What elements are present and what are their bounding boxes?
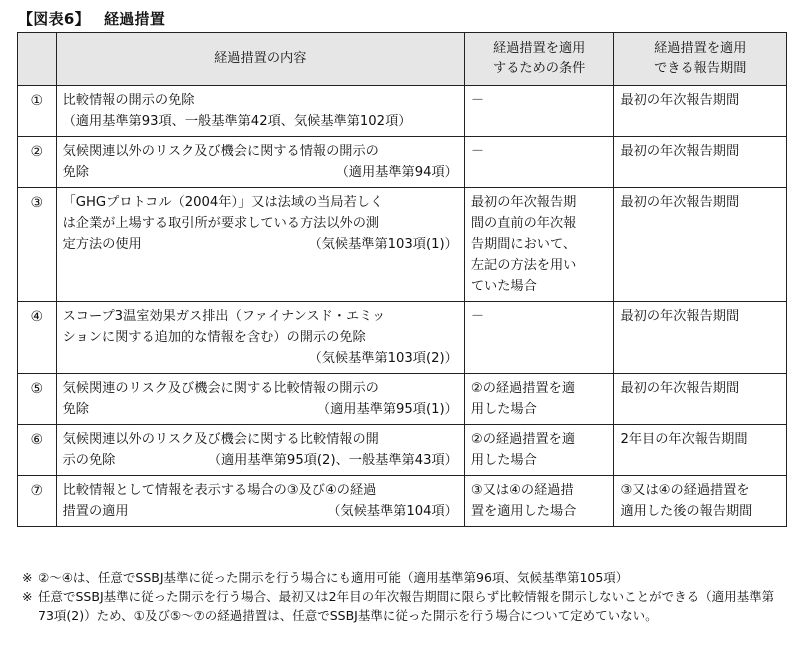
footnote-text: 任意でSSBJ基準に従った開示を行う場合、最初又は2年目の年次報告期間に限らず比較情報を開示しないことができる（適用基準第73項(2)）ため、①及び⑤～⑦の経過措置は、任意でSSBJ基準に従った開示を行う場合について定めていない。 [38,589,775,623]
figure-label: 【図表6】 [18,10,90,28]
footnotes [22,568,784,625]
header-content: 経過措置の内容 [56,33,464,86]
row-number: ① [18,86,57,137]
measure-content-cell [56,374,464,425]
period-cell [614,425,787,476]
condition-line: － [470,93,485,108]
transition-measures-table [17,32,787,527]
standard-reference: （適用基準第95項(1)） [316,402,458,417]
period-line: 最初の年次報告期間 [620,195,740,210]
condition-cell [464,425,614,476]
period-line: 最初の年次報告期間 [620,144,740,159]
measure-content-cell [56,425,464,476]
measure-content-cell [56,86,464,137]
condition-line: 用した場合 [470,402,537,417]
measure-content-line [63,399,458,420]
table-row [18,374,787,425]
measure-content-text: 措置の適用 [62,504,129,519]
footnote-mark: ※ [22,570,33,585]
measure-content-line: 気候関連以外のリスク及び機会に関する情報の開示の [62,144,379,159]
measure-content-line [63,234,458,255]
header-no [18,33,57,86]
row-number: ⑤ [18,374,57,425]
row-number: ③ [18,188,57,302]
condition-line: 用した場合 [470,453,537,468]
row-number: ⑥ [18,425,57,476]
period-line: 2年目の年次報告期間 [620,432,748,447]
standard-reference: （気候基準第103項(1)） [308,237,458,252]
condition-cell [464,137,614,188]
condition-line: ③又は④の経過措 [470,483,574,498]
header-condition [464,33,614,86]
row-number: ④ [18,302,57,374]
standard-reference: （気候基準第104項） [327,504,458,519]
footnote-text: ②～④は、任意でSSBJ基準に従った開示を行う場合にも適用可能（適用基準第96項、気候基準第105項） [38,570,629,585]
measure-content-line: 気候関連のリスク及び機会に関する比較情報の開示の [62,381,379,396]
footnote-mark: ※ [22,589,33,604]
measure-content-line: スコープ3温室効果ガス排出（ファイナンスド・エミッ [62,309,386,324]
condition-cell [464,302,614,374]
condition-line: ②の経過措置を適 [470,432,576,447]
table-row [18,302,787,374]
condition-cell [464,86,614,137]
measure-content-line: 比較情報の開示の免除 [62,93,195,108]
condition-cell [464,188,614,302]
period-cell [614,374,787,425]
condition-cell [464,476,614,527]
measure-content-line: は企業が上場する取引所が要求している方法以外の測 [62,216,380,231]
condition-line: 最初の年次報告期 [470,195,577,210]
table-row [18,137,787,188]
row-number: ⑦ [18,476,57,527]
period-cell [614,86,787,137]
condition-line: ていた場合 [470,279,537,294]
period-line: 適用した後の報告期間 [620,504,753,519]
measure-content-line: 気候関連以外のリスク及び機会に関する比較情報の開 [62,432,379,447]
table-row [18,188,787,302]
condition-line: － [470,309,485,324]
measure-content-line: ションに関する追加的な情報を含む）の開示の免除 [62,330,366,345]
standard-reference: （適用基準第95項(2)、一般基準第43項） [207,453,458,468]
period-cell [614,302,787,374]
measure-content-line [63,501,458,522]
header-period-line: できる報告期間 [654,61,747,76]
measure-content-cell [56,137,464,188]
footnote [22,568,784,587]
footnote [22,587,784,625]
period-line: 最初の年次報告期間 [620,93,740,108]
period-line: 最初の年次報告期間 [620,381,740,396]
measure-content-text: 定方法の使用 [62,237,142,252]
condition-line: 置を適用した場合 [470,504,577,519]
measure-content-line: 「GHGプロトコル（2004年）」又は法域の当局若しく [62,195,384,210]
period-line: ③又は④の経過措置を [620,483,750,498]
condition-line: ②の経過措置を適 [470,381,576,396]
table-row [18,425,787,476]
period-line: 最初の年次報告期間 [620,309,740,324]
condition-line: 告期間において、 [470,237,577,252]
measure-content-cell [56,302,464,374]
measure-content-line: 比較情報として情報を表示する場合の③及び④の経過 [62,483,377,498]
measure-content-text: 免除 [62,165,89,180]
period-cell [614,188,787,302]
figure-title [18,8,165,29]
figure-title-text: 経過措置 [103,10,166,28]
table-header-row [18,33,787,86]
standard-reference: （気候基準第103項(2)） [308,351,458,366]
standard-reference: （適用基準第93項、一般基準第42項、気候基準第102項） [62,114,412,129]
header-period [614,33,787,86]
measure-content-line [63,450,458,471]
period-cell [614,476,787,527]
table-body [18,86,787,527]
header-period-line: 経過措置を適用 [654,41,747,56]
measure-content-cell [56,476,464,527]
measure-content-cell [56,188,464,302]
condition-line: 間の直前の年次報 [470,216,577,231]
period-cell [614,137,787,188]
table-row [18,86,787,137]
header-condition-line: 経過措置を適用 [493,41,586,56]
measure-content-line [63,162,458,183]
row-number: ② [18,137,57,188]
condition-line: 左記の方法を用い [470,258,577,273]
table-row [18,476,787,527]
header-condition-line: するための条件 [493,61,586,76]
standard-reference: （適用基準第94項） [335,165,458,180]
measure-content-text: 示の免除 [62,453,116,468]
condition-cell [464,374,614,425]
condition-line: － [470,144,485,159]
measure-content-text: 免除 [62,402,89,417]
